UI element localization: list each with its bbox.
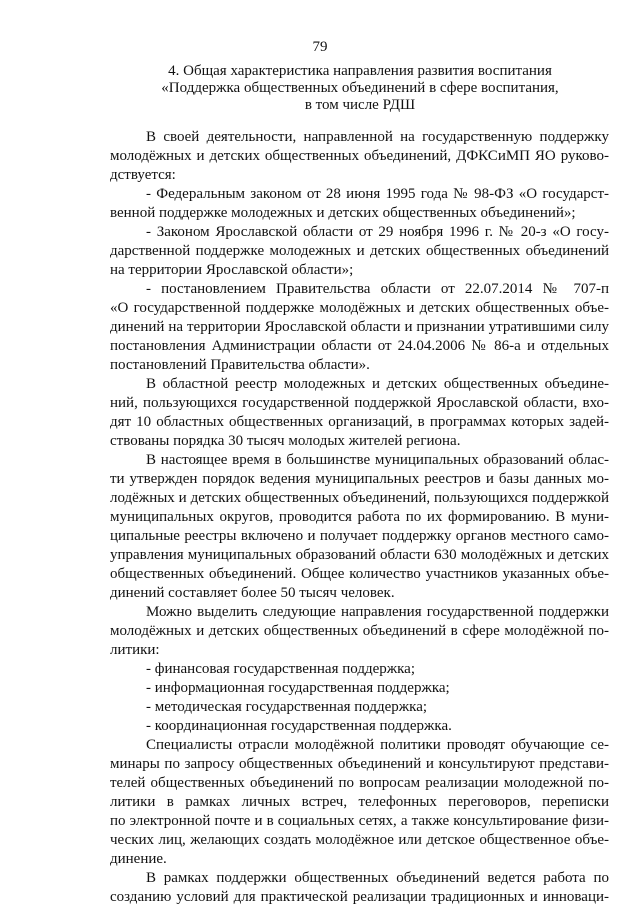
- text-line: литики:: [110, 642, 160, 658]
- text-line: ствованы порядка 30 тысяч молодых жителей региона.: [110, 433, 461, 449]
- text-line: - Законом Ярославской области от 29 ноября 1996 г. № 20-з «О госу-: [146, 224, 609, 240]
- text-line: В рамках поддержки общественных объединений ведется работа по: [146, 870, 609, 886]
- text-line: ческих лиц, желающих создать молодёжное или детское общественное объе-: [110, 832, 609, 848]
- text-line: - Федеральным законом от 28 июня 1995 года № 98-ФЗ «О государст-: [146, 186, 609, 202]
- text-line: В настоящее время в большинстве муниципальных образований облас-: [146, 452, 609, 468]
- text-line: венной поддержке молодежных и детских общественных объединений»;: [110, 205, 576, 221]
- text-line: Можно выделить следующие направления государственной поддержки: [146, 604, 609, 620]
- text-line: ти утвержден порядок ведения муниципальных реестров и базы данных мо-: [110, 471, 609, 487]
- heading-line-2: «Поддержка общественных объединений в сфере воспитания,: [161, 80, 559, 96]
- text-line: литики в рамках личных встреч, телефонных переговоров, переписки: [110, 794, 609, 810]
- text-line: молодёжных и детских общественных объединений в сфере молодёжной по-: [110, 623, 609, 639]
- text-line: - методическая государственная поддержка;: [146, 699, 428, 715]
- heading-line-3: в том числе РДШ: [304, 97, 416, 113]
- text-line: ний, пользующихся государственной поддержкой Ярославской области, вхо-: [110, 395, 609, 411]
- text-line: по электронной почте и в социальных сетях, а также консультирование физи-: [110, 813, 609, 829]
- section-heading: [100, 63, 620, 114]
- text-line: дствуется:: [110, 167, 176, 183]
- text-line: В областной реестр молодежных и детских общественных объедине-: [146, 376, 609, 392]
- text-line: созданию условий для практической реализации традиционных и инноваци-: [110, 889, 609, 905]
- text-line: муниципальных округов, проводится работа по их формированию. В муни-: [110, 509, 609, 525]
- text-line: - координационная государственная поддержка.: [146, 718, 452, 734]
- text-line: - финансовая государственная поддержка;: [146, 661, 416, 677]
- text-line: Специалисты отрасли молодёжной политики проводят обучающие се-: [146, 737, 609, 753]
- text-line: дарственной поддержке молодежных и детских общественных объединений: [110, 243, 609, 259]
- text-line: - информационная государственная поддержка;: [146, 680, 450, 696]
- text-line: управления муниципальных образований области 630 молодёжных и детских: [110, 547, 609, 563]
- text-line: лодёжных и детских общественных объединений, пользующихся поддержкой: [110, 490, 609, 506]
- text-line: телей общественных объединений по вопросам реализации молодежной по-: [110, 775, 609, 791]
- text-line: В своей деятельности, направленной на государственную поддержку: [146, 129, 609, 145]
- text-line: минары по запросу общественных объединений и консультируют представи-: [110, 756, 609, 772]
- text-line: «О государственной поддержке молодёжных и детских общественных объе-: [110, 300, 609, 316]
- heading-line-1: 4. Общая характеристика направления развития воспитания: [168, 63, 552, 79]
- text-line: постановлений Правительства области».: [110, 357, 370, 373]
- text-line: молодёжных и детских общественных объединений, ДФКСиМП ЯО руково-: [110, 148, 609, 164]
- text-line: динений на территории Ярославской области и признании утратившими силу: [110, 319, 609, 335]
- text-line: ципальные реестры включено и получает поддержку органов местного само-: [110, 528, 609, 544]
- text-line: динение.: [110, 851, 167, 867]
- text-line: - постановлением Правительства области от 22.07.2014 № 707-п: [146, 281, 609, 297]
- body-text: [110, 128, 609, 907]
- text-line: динений составляет более 50 тысяч человек.: [110, 585, 395, 601]
- text-line: общественных объединений. Общее количество участников указанных объе-: [110, 566, 609, 582]
- text-line: дят 10 областных общественных организаций, в программах которых задей-: [110, 414, 609, 430]
- page-number: 79: [312, 39, 328, 55]
- text-line: на территории Ярославской области»;: [110, 262, 354, 278]
- text-line: постановления Администрации области от 24.04.2006 № 86-а и отдельных: [110, 338, 609, 354]
